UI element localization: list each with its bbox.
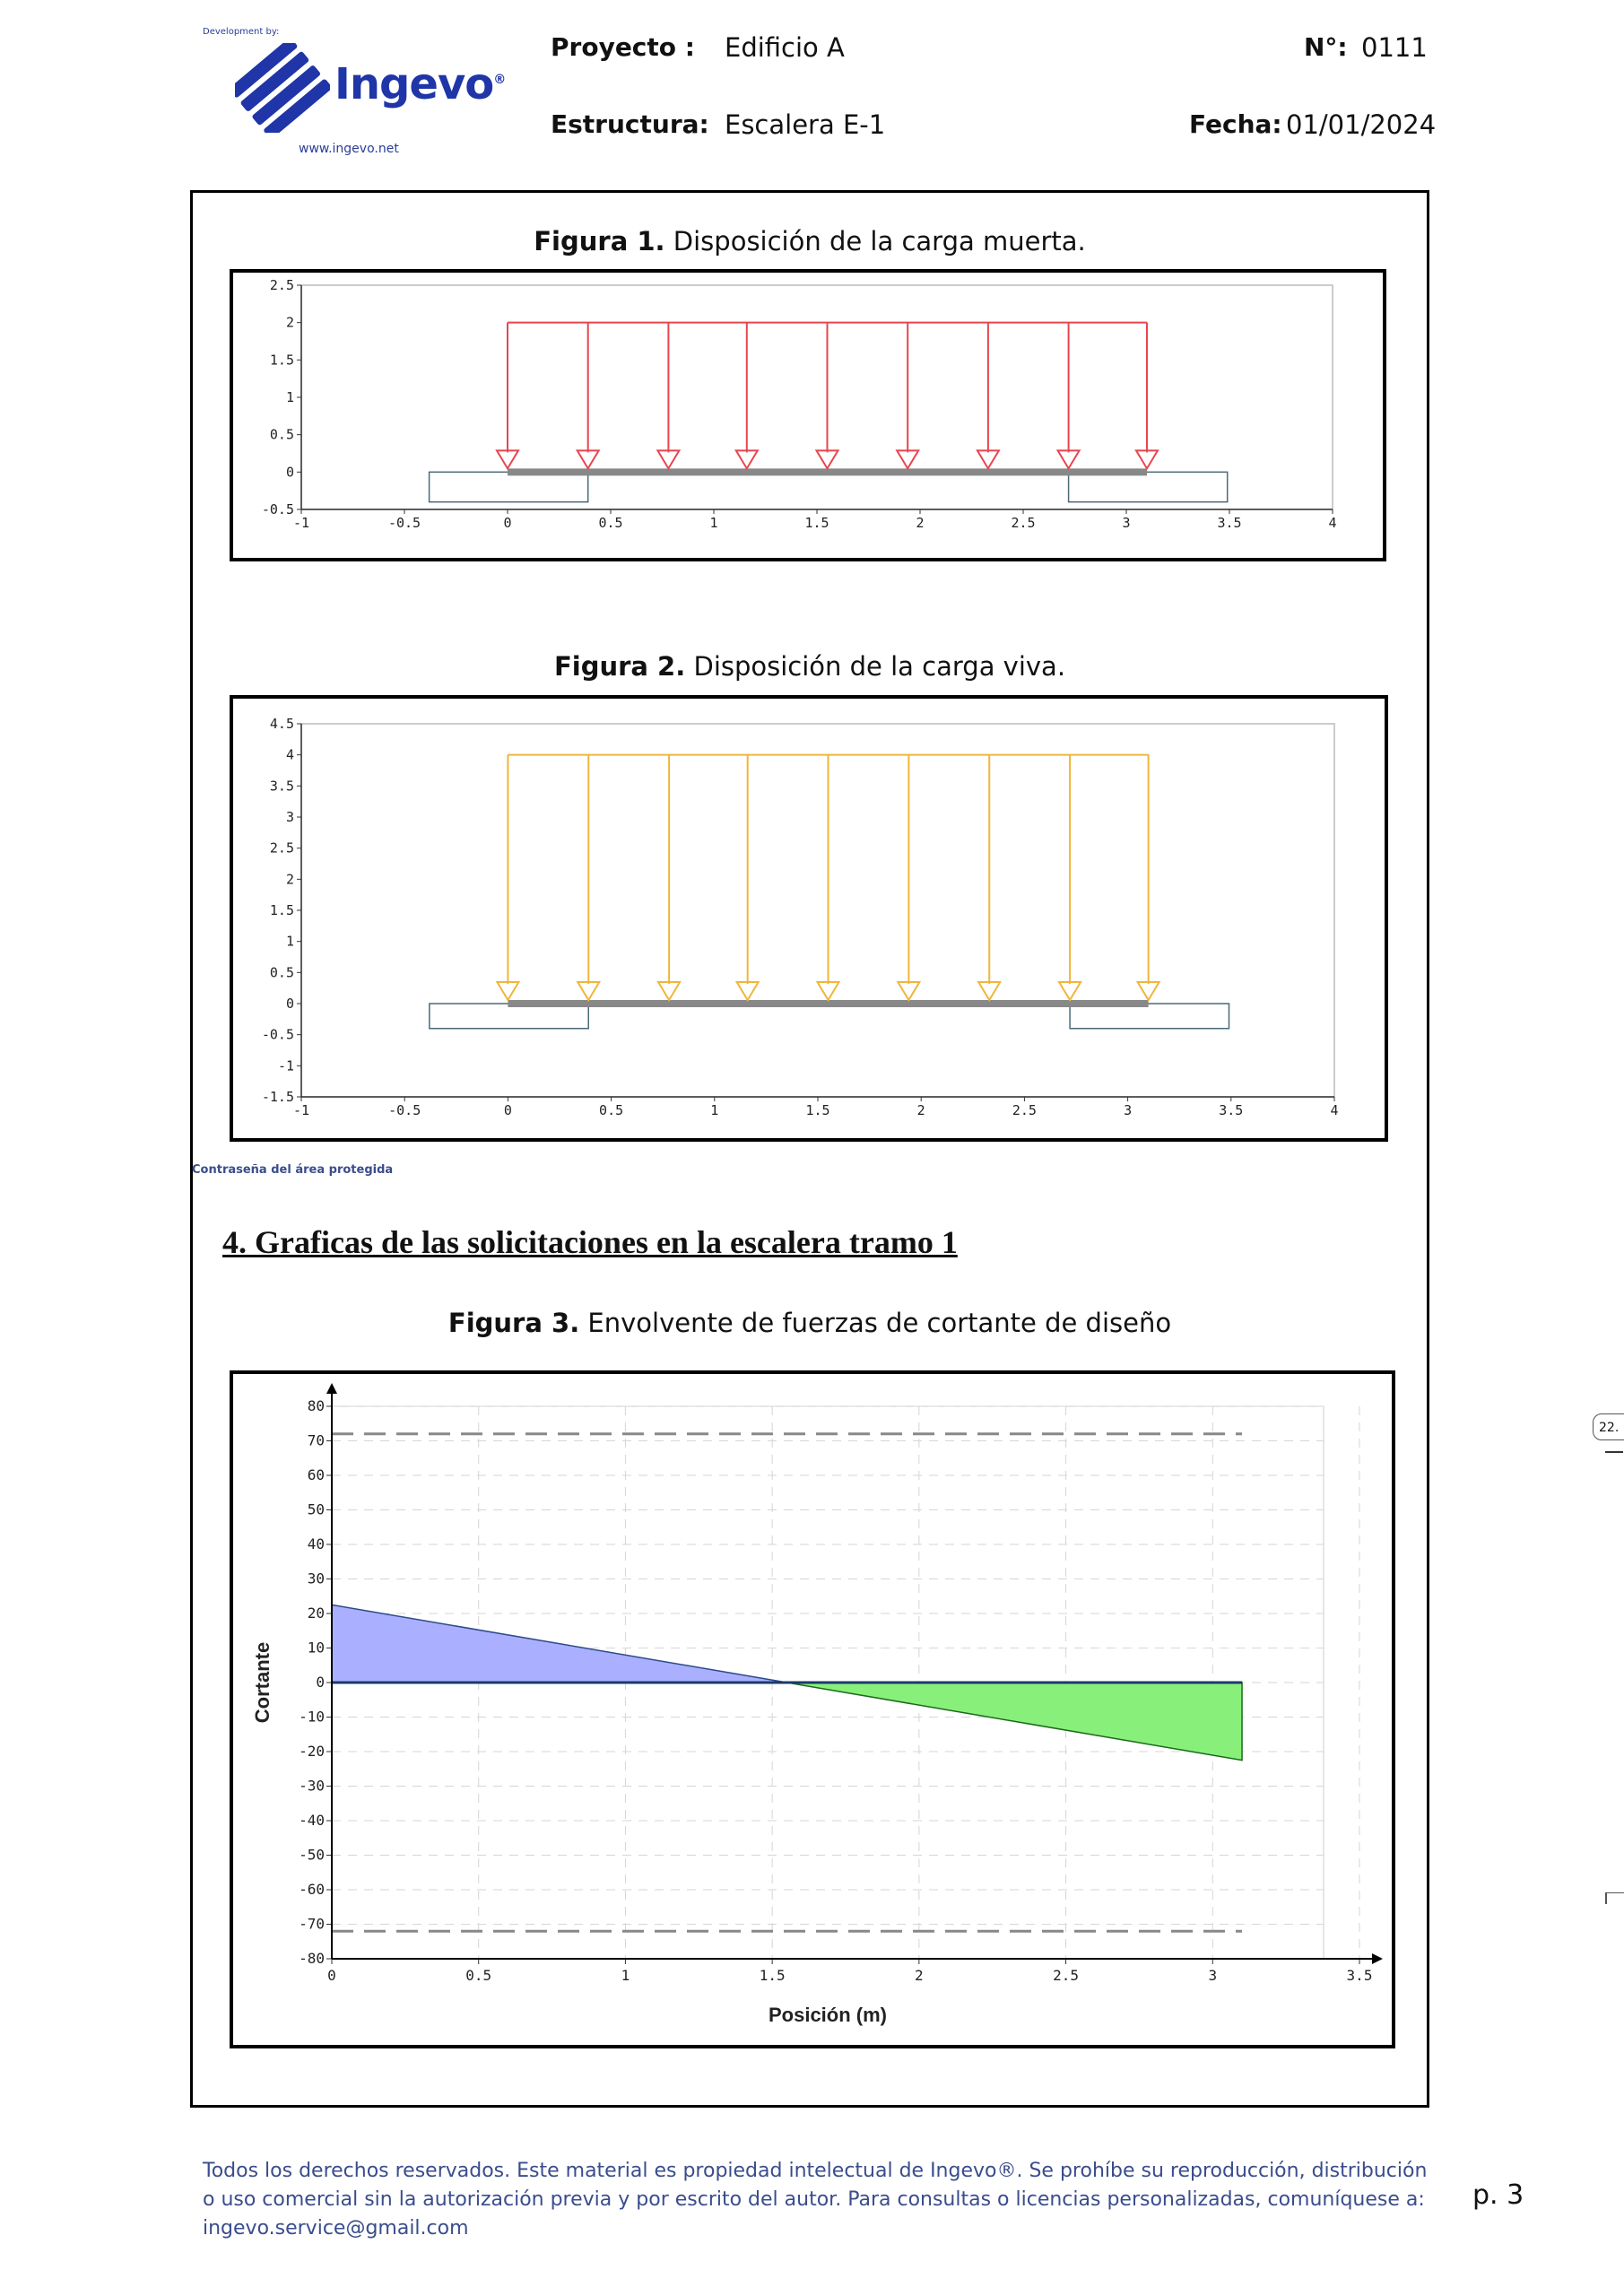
y-tick-label: 0.5 — [269, 964, 294, 981]
load-arrow-head — [818, 982, 839, 1000]
plot-area — [301, 285, 1333, 509]
y-tick-label: 1 — [285, 389, 294, 405]
y-axis-arrow — [326, 1383, 337, 1394]
y-tick-label: -70 — [299, 1915, 325, 1933]
y-tick-label: -0.5 — [261, 1026, 294, 1043]
x-tick-label: 0 — [327, 1967, 336, 1984]
plot-area — [301, 724, 1334, 1097]
protected-area-note: Contraseña del área protegida — [192, 1163, 394, 1177]
load-arrow-head — [898, 982, 919, 1000]
x-tick-label: 1 — [709, 515, 718, 531]
x-tick-label: 0 — [503, 515, 512, 531]
x-tick-label: 2.5 — [1011, 515, 1036, 531]
number-label: N°: — [1304, 32, 1348, 62]
logo-name: Ingevo® — [334, 59, 506, 109]
y-tick-label: 0 — [285, 464, 294, 481]
y-tick-label: 3 — [285, 809, 294, 825]
y-tick-label: 20 — [307, 1605, 325, 1622]
y-tick-label: 70 — [307, 1431, 325, 1449]
x-tick-label: 4 — [1328, 515, 1337, 531]
load-arrow-head — [497, 450, 518, 468]
figure2-chart-box — [230, 695, 1388, 1142]
shear-negative-area — [787, 1683, 1243, 1761]
y-tick-label: -1 — [277, 1057, 294, 1074]
x-tick-label: 1.5 — [759, 1967, 786, 1984]
x-tick-label: 0 — [503, 1102, 512, 1118]
y-tick-label: 1.5 — [269, 902, 294, 918]
x-tick-label: 4 — [1330, 1102, 1339, 1118]
figure1-chart-box — [230, 269, 1386, 561]
y-tick-label: 0 — [285, 996, 294, 1012]
load-arrow-head — [657, 450, 679, 468]
live-load-chart — [233, 699, 1385, 1138]
figure3-chart-box — [230, 1370, 1395, 2048]
footer-copyright: Todos los derechos reservados. Este material es propiedad intelectual de Ingevo®. Se prohíbe su reproducción, distribución o uso comercial sin la autorización previa y por escrito del autor. Para consultas o licencias personalizadas, comuníquese a: ingevo.service@gmail.com — [203, 2160, 1428, 2239]
page-number: p. 3 — [1472, 2179, 1524, 2211]
load-arrow-head — [578, 982, 599, 1000]
x-tick-label: 2.5 — [1012, 1102, 1037, 1118]
y-tick-label: -80 — [299, 1950, 325, 1967]
x-tick-label: 1 — [621, 1967, 630, 1984]
y-tick-label: -1.5 — [261, 1089, 294, 1105]
x-tick-label: 2 — [916, 515, 925, 531]
x-tick-label: 2.5 — [1053, 1967, 1080, 1984]
load-arrow-head — [578, 450, 599, 468]
support-block — [430, 1004, 588, 1029]
y-tick-label: 1 — [285, 933, 294, 950]
structure-label: Estructura: — [551, 109, 709, 139]
shear-envelope-chart — [233, 1374, 1392, 2045]
load-arrow-head — [737, 982, 759, 1000]
x-tick-label: -1 — [292, 515, 310, 531]
load-arrow-head — [658, 982, 680, 1000]
x-tick-label: 0.5 — [598, 515, 623, 531]
figure1-caption: Figura 1. Disposición de la carga muerta. — [534, 226, 1086, 257]
number-value: 0111 — [1361, 32, 1428, 63]
x-tick-label: 3 — [1122, 515, 1131, 531]
load-arrow-head — [497, 982, 518, 1000]
support-block — [430, 472, 588, 501]
x-tick-label: 3.5 — [1219, 1102, 1244, 1118]
y-tick-label: 1.5 — [269, 352, 294, 369]
x-tick-label: 3 — [1124, 1102, 1133, 1118]
ingevo-logo-icon — [235, 43, 330, 133]
logo-url[interactable]: www.ingevo.net — [299, 142, 399, 156]
y-tick-label: -0.5 — [261, 501, 294, 517]
section-title: 4. Graficas de las solicitaciones en la escalera tramo 1 — [222, 1224, 958, 1260]
y-tick-label: 80 — [307, 1397, 325, 1414]
support-block — [1069, 472, 1228, 501]
y-tick-label: 60 — [307, 1466, 325, 1483]
y-tick-label: 2.5 — [269, 277, 294, 293]
x-axis-label: Posición (m) — [768, 2004, 888, 2026]
margin-mark — [1605, 1451, 1623, 1453]
y-tick-label: 0 — [316, 1674, 325, 1691]
y-tick-label: 0.5 — [269, 426, 294, 443]
x-tick-label: 2 — [915, 1967, 924, 1984]
x-tick-label: 0.5 — [465, 1967, 492, 1984]
load-arrow-head — [1058, 450, 1080, 468]
y-tick-label: 2.5 — [269, 839, 294, 857]
shear-positive-area — [332, 1605, 787, 1683]
y-tick-label: -20 — [299, 1743, 325, 1760]
x-tick-label: 3.5 — [1217, 515, 1242, 531]
figure2-caption: Figura 2. Disposición de la carga viva. — [553, 651, 1066, 682]
x-tick-label: 0.5 — [599, 1102, 624, 1118]
load-arrow-head — [897, 450, 918, 468]
y-tick-label: 30 — [307, 1570, 325, 1587]
figure3-caption: Figura 3. Envolvente de fuerzas de cortante de diseño — [447, 1308, 1172, 1338]
y-tick-label: 2 — [285, 314, 294, 331]
load-arrow-head — [1136, 450, 1158, 468]
y-tick-label: -60 — [299, 1881, 325, 1898]
y-tick-label: 50 — [307, 1500, 325, 1518]
date-label: Fecha: — [1189, 109, 1282, 139]
load-arrow-head — [1138, 982, 1159, 1000]
x-tick-label: -0.5 — [387, 515, 421, 531]
margin-tag: 22. — [1593, 1413, 1624, 1440]
y-axis-label: Cortante — [251, 1641, 274, 1724]
x-tick-label: 1.5 — [805, 1102, 830, 1118]
x-axis-arrow — [1372, 1953, 1383, 1964]
y-tick-label: 3.5 — [269, 778, 294, 795]
y-tick-label: 2 — [285, 871, 294, 888]
y-tick-label: 4 — [285, 746, 294, 763]
load-arrow-head — [817, 450, 838, 468]
y-tick-label: 4.5 — [269, 716, 294, 732]
x-tick-label: 3 — [1208, 1967, 1218, 1984]
load-arrow-head — [736, 450, 758, 468]
load-arrow-head — [977, 450, 999, 468]
load-arrow-head — [1059, 982, 1081, 1000]
y-tick-label: 40 — [307, 1535, 325, 1552]
y-tick-label: -10 — [299, 1708, 325, 1726]
y-tick-label: -50 — [299, 1846, 325, 1864]
load-arrow-head — [978, 982, 1000, 1000]
x-tick-label: 3.5 — [1346, 1967, 1373, 1984]
x-tick-label: -1 — [292, 1102, 310, 1118]
dead-load-chart — [233, 273, 1383, 558]
margin-mark — [1605, 1892, 1624, 1904]
x-tick-label: -0.5 — [388, 1102, 421, 1118]
y-tick-label: -30 — [299, 1777, 325, 1795]
structure-value: Escalera E-1 — [725, 109, 886, 140]
x-tick-label: 2 — [916, 1102, 925, 1118]
y-tick-label: 10 — [307, 1639, 325, 1657]
logo-developed-by: Development by: — [203, 27, 280, 37]
x-tick-label: 1.5 — [804, 515, 829, 531]
date-value: 01/01/2024 — [1286, 109, 1437, 140]
project-label: Proyecto : — [551, 32, 695, 62]
project-value: Edificio A — [725, 32, 845, 63]
x-tick-label: 1 — [710, 1102, 719, 1118]
y-tick-label: -40 — [299, 1812, 325, 1829]
support-block — [1070, 1004, 1229, 1029]
